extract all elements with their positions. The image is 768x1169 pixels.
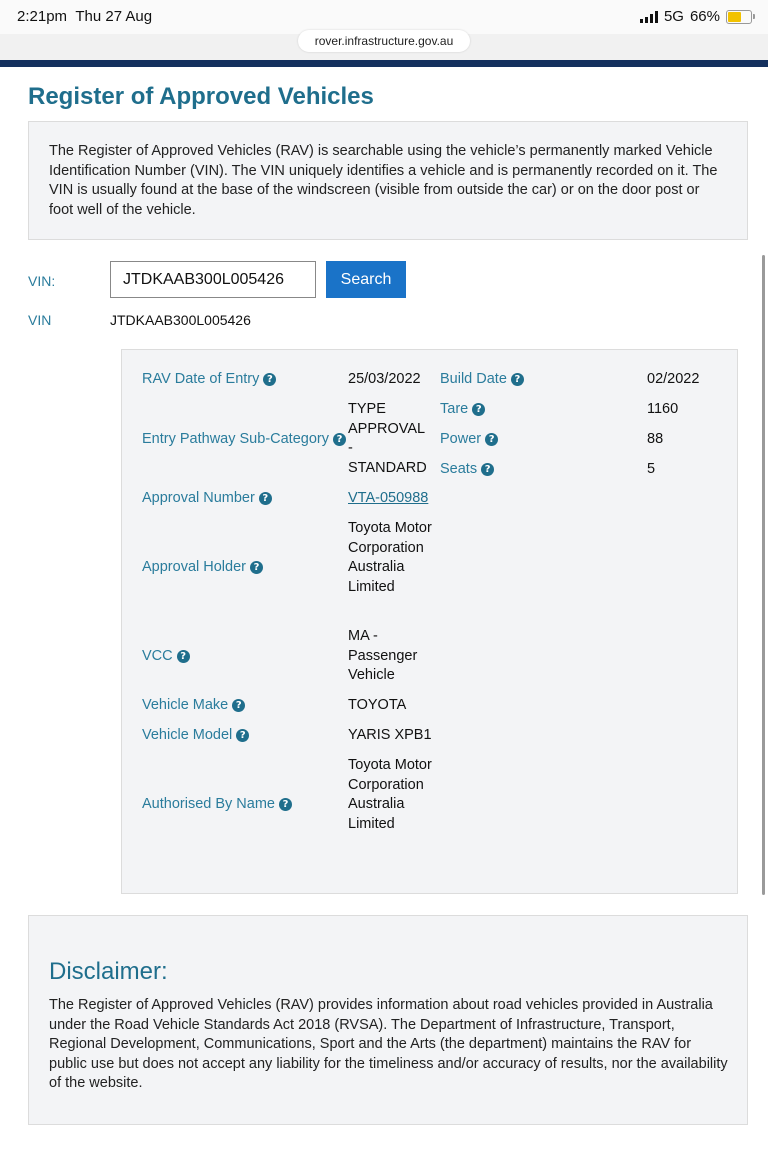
- entry-pathway-value: TYPE APPROVAL - STANDARD: [348, 401, 427, 476]
- approval-number-link[interactable]: VTA-050988: [348, 490, 429, 506]
- rav-date-value: 25/03/2022: [348, 371, 421, 387]
- seats-value: 5: [647, 461, 656, 477]
- approval-number-label: Approval Number ?: [142, 490, 272, 506]
- vehicle-model-value: YARIS XPB1: [348, 727, 432, 743]
- help-icon[interactable]: ?: [177, 650, 190, 663]
- tare-value: 1160: [647, 401, 679, 417]
- vin-result-label: VIN: [28, 312, 52, 328]
- scrollbar[interactable]: [762, 255, 765, 895]
- signal-icon: [640, 11, 658, 23]
- intro-text: The Register of Approved Vehicles (RAV) is searchable using the vehicle’s permanently marked Vehicle Identification Number (VIN). The VIN uniquely identifies a vehicle and is permanently recorded on it. The VIN is usually found at the base of the windscreen (visible from outside the car) or on the door post or foot well of the vehicle.: [49, 143, 718, 218]
- vin-result-value: JTDKAAB300L005426: [110, 312, 251, 328]
- authorised-by-label: Authorised By Name ?: [142, 796, 292, 812]
- help-icon[interactable]: ?: [481, 463, 494, 476]
- approval-holder-value: Toyota Motor Corporation Australia Limited: [348, 520, 432, 595]
- disclaimer-panel: [28, 915, 748, 1125]
- status-indicators: [640, 8, 752, 25]
- power-label: Power ?: [440, 431, 498, 447]
- rav-date-label: RAV Date of Entry ?: [142, 371, 276, 387]
- seats-label: Seats ?: [440, 461, 494, 477]
- vehicle-model-label: Vehicle Model ?: [142, 727, 249, 743]
- build-date-label: Build Date ?: [440, 371, 524, 387]
- approval-holder-label: Approval Holder ?: [142, 559, 263, 575]
- vcc-value: MA - Passenger Vehicle: [348, 628, 418, 684]
- build-date-value: 02/2022: [647, 371, 700, 387]
- help-icon[interactable]: ?: [250, 561, 263, 574]
- power-value: 88: [647, 431, 664, 447]
- help-icon[interactable]: ?: [472, 403, 485, 416]
- status-time: 2:21pm Thu 27 Aug: [17, 8, 153, 25]
- status-bar: [0, 0, 768, 34]
- search-button[interactable]: Search: [326, 261, 406, 298]
- approval-number-value: [348, 489, 468, 509]
- disclaimer-text: The Register of Approved Vehicles (RAV) provides information about road vehicles provided in Australia under the Road Vehicle Standards Act 2018 (RVSA). The Department of Infrastructure, Transport, Regional Development, Communications, Sport and the Arts (the department) maintains the RAV for public use but does not accept any liability for the timeliness and/or accuracy of results, nor the availability of the website.: [49, 997, 728, 1092]
- tare-label: Tare ?: [440, 401, 485, 417]
- vin-search-label: VIN:: [28, 273, 56, 289]
- help-icon[interactable]: ?: [485, 433, 498, 446]
- battery-percent: 66%: [689, 8, 720, 25]
- network-type: 5G: [663, 8, 684, 25]
- help-icon[interactable]: ?: [333, 433, 346, 446]
- authorised-by-value: Toyota Motor Corporation Australia Limited: [348, 757, 432, 832]
- address-bar[interactable]: rover.infrastructure.gov.au: [298, 30, 470, 52]
- help-icon[interactable]: ?: [511, 373, 524, 386]
- intro-panel: [28, 121, 748, 240]
- help-icon[interactable]: ?: [236, 729, 249, 742]
- disclaimer-title: Disclaimer:: [49, 958, 168, 985]
- help-icon[interactable]: ?: [279, 798, 292, 811]
- site-header-stripe: [0, 60, 768, 67]
- entry-pathway-label: Entry Pathway Sub-Category ?: [142, 431, 346, 447]
- battery-icon: [726, 10, 752, 24]
- help-icon[interactable]: ?: [232, 699, 245, 712]
- vin-search-input[interactable]: [110, 261, 316, 298]
- vehicle-make-label: Vehicle Make ?: [142, 697, 245, 713]
- vehicle-make-value: TOYOTA: [348, 697, 407, 713]
- vcc-label: VCC ?: [142, 648, 190, 664]
- help-icon[interactable]: ?: [263, 373, 276, 386]
- page-title: Register of Approved Vehicles: [28, 83, 374, 110]
- help-icon[interactable]: ?: [259, 492, 272, 505]
- vehicle-details-panel: [121, 349, 738, 894]
